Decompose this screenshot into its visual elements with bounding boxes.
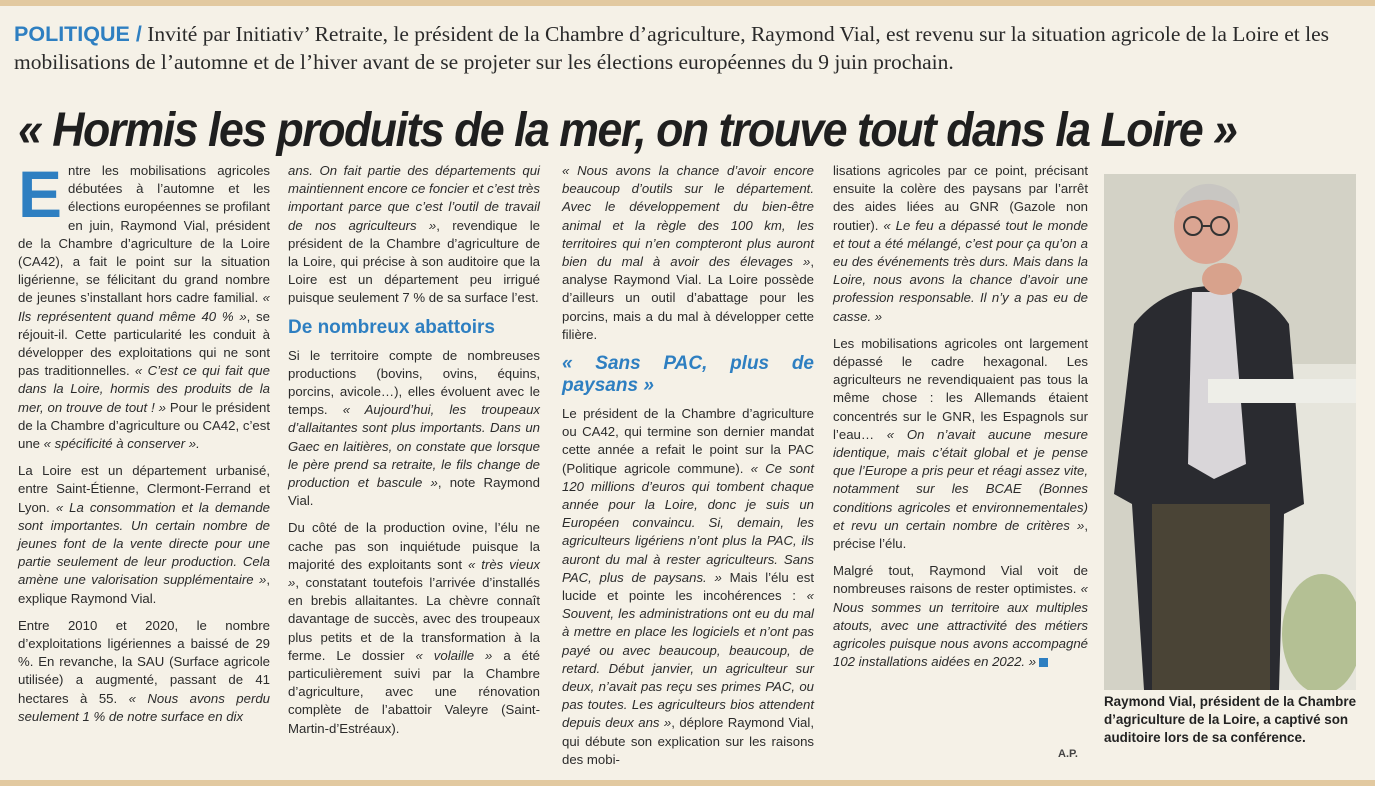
speaker-photo — [1104, 174, 1356, 690]
speaker-photo-illustration — [1104, 174, 1356, 690]
drop-cap: E — [18, 157, 63, 231]
section-kicker: POLITIQUE / — [14, 22, 142, 46]
paragraph: ans. On fait partie des départements qui maintiennent encore ce foncier et c’est très important parce que c’est l’outil de travail de nos agriculteurs », revendique le président de la Chambre d’agriculture de la Loire, qui précise à son auditoire que la Loire est un département peu irrigué puisque seulement 7 % de sa surface l’est. — [288, 163, 540, 306]
paragraph: Entre les mobilisations agricoles débutées à l’automne et les élections européennes se profilant en juin, Raymond Vial, président de la Chambre d’agriculture de la Loire (CA42), a fait le point sur la situation ligérienne, se félicitant du grand nombre de jeunes s’installant hors cadre familial. « Ils représentent quand même 40 % », se réjouit-il. Cette particularité les conduit à développer des exploitations qui ne sont pas traditionnelles. « C’est ce qui fait que dans la Loire, hormis des produits de la mer, on trouve de tout ! » Pour le président de la Chambre d’agriculture ou CA42, c’est une « spécificité à conserver ». — [18, 157, 270, 452]
end-mark-icon — [1039, 658, 1048, 667]
article-headline: « Hormis les produits de la mer, on trouve tout dans la Loire » — [18, 104, 1237, 157]
subheading-sans-pac: « Sans PAC, plus de paysans » — [562, 353, 814, 397]
article-column-1 — [18, 157, 270, 735]
paragraph: « Nous avons la chance d’avoir encore beaucoup d’outils sur le département. Avec le développement du bien-être animal et la règle des 100 km, les territoires qui n’en compteront plus auront bien du mal à avoir des élevages », analyse Raymond Vial. La Loire possède d’ailleurs un outil d’abattage pour les porcins, mais a du mal à développer cette filière. — [562, 163, 814, 342]
photo-caption: Raymond Vial, président de la Chambre d’agriculture de la Loire, a captivé son auditoire lors de sa conférence. — [1104, 694, 1357, 745]
subheading-abattoirs: De nombreux abattoirs — [288, 316, 495, 338]
paragraph: Les mobilisations agricoles ont largement dépassé le cadre hexagonal. Les agriculteurs ne revendiquaient pas tous la même chose : les Allemands étaient concentrés sur le GNR, les Espagnols sur l’eau… « On n’avait aucune mesure identique, mais c’était global et je pense que l’Europe a pris peur et réagi assez vite, notamment sur les BCAE (Bonnes conditions agricoles et environnementales) et revu un certain nombre de critères », précise l’élu. — [833, 335, 1088, 552]
article-column-4 — [833, 162, 1088, 680]
paragraph: Malgré tout, Raymond Vial voit de nombreuses raisons de rester optimistes. « Nous sommes un territoire aux multiples atouts, avec une attractivité des métiers agricoles puisque nous avons accompagné 102 installations aidées en 2022. » — [833, 563, 1088, 670]
author-byline: A.P. — [1058, 748, 1078, 760]
paragraph: Le président de la Chambre d’agriculture ou CA42, qui termine son dernier mandat cette année a refait le point sur la PAC (Politique agricole commune). « Ce sont 120 millions d’euros qui tombent chaque année pour la Loire, donc je suis un Européen convaincu. Si, demain, les agriculteurs ligériens n’ont plus la PAC, ils auront du mal à rester agriculteurs. Sans PAC, plus de paysans. » Mais l’élu est lucide et pointe les incohérences : « Souvent, les administrations ont eu du mal à mettre en place les logiciels et n’ont pas payé ou avec beaucoup, beaucoup, de retard. Début janvier, un agriculteur sur deux, n’avait pas reçu ses primes PAC, ou pas toutes. Les agriculteurs bios attendent depuis deux ans », déplore Raymond Vial, qui débute son explication sur les raisons des mobi- — [562, 406, 815, 767]
article-column-3 — [562, 162, 814, 778]
paragraph: La Loire est un département urbanisé, entre Saint-Étienne, Clermont-Ferrand et Lyon. « La consommation et la demande sont importantes. Un certain nombre de jeunes font de la vente directe pour une partie seulement de leur production. Cela amène une valorisation supplémentaire », explique Raymond Vial. — [18, 463, 270, 606]
paragraph: Du côté de la production ovine, l’élu ne cache pas son inquiétude puisque la majorité des exploitants sont « très vieux », constatant toutefois l’arrivée d’installés en brebis allaitantes. La chèvre connaît davantage de succès, avec des troupeaux plus petits et de la transformation à la ferme. Le dossier « volaille » a été particulièrement suivi par la Chambre d’agriculture, avec une rénovation complète de l’abattoir Valeyre (Saint-Martin-d’Estréaux). — [288, 520, 541, 736]
paragraph: Entre 2010 et 2020, le nombre d’exploitations ligériennes a baissé de 29 %. En revanche, la SAU (Surface agricole utilisée) a augmenté, passant de 41 hectares à 55. « Nous avons perdu seulement 1 % de notre surface en dix — [18, 617, 270, 724]
paragraph: Si le territoire compte de nombreuses productions (bovins, ovins, équins, porcins, avicole…), elles évoluent avec le temps. « Aujourd’hui, les troupeaux d’allaitantes sont plus importants. Dans un Gaec en laitières, on constate que lorsque le père prend sa retraite, le fils change de production et bascule », note Raymond Vial. — [288, 347, 540, 509]
article-intro — [14, 20, 1364, 76]
paragraph: lisations agricoles par ce point, précisant ensuite la colère des paysans par l’arrêt des aides liées au GNR (Gazole non routier). « Le feu a dépassé tout le monde et tout a été mélangé, c’est pour ça qu’on a eu des événements très durs. Mais dans la Loire, nous avons la chance d’avoir une profession responsable. Il n’y a pas eu de casse. » — [833, 163, 1088, 324]
intro-text: Invité par Initiativ’ Retraite, le président de la Chambre d’agriculture, Raymond Vial, est revenu sur la situation agricole de la Loire et les mobilisations de l’automne et de l’hiver avant de se projeter sur les élections européennes du 9 juin prochain. — [14, 22, 1329, 74]
article-column-2 — [288, 162, 540, 747]
